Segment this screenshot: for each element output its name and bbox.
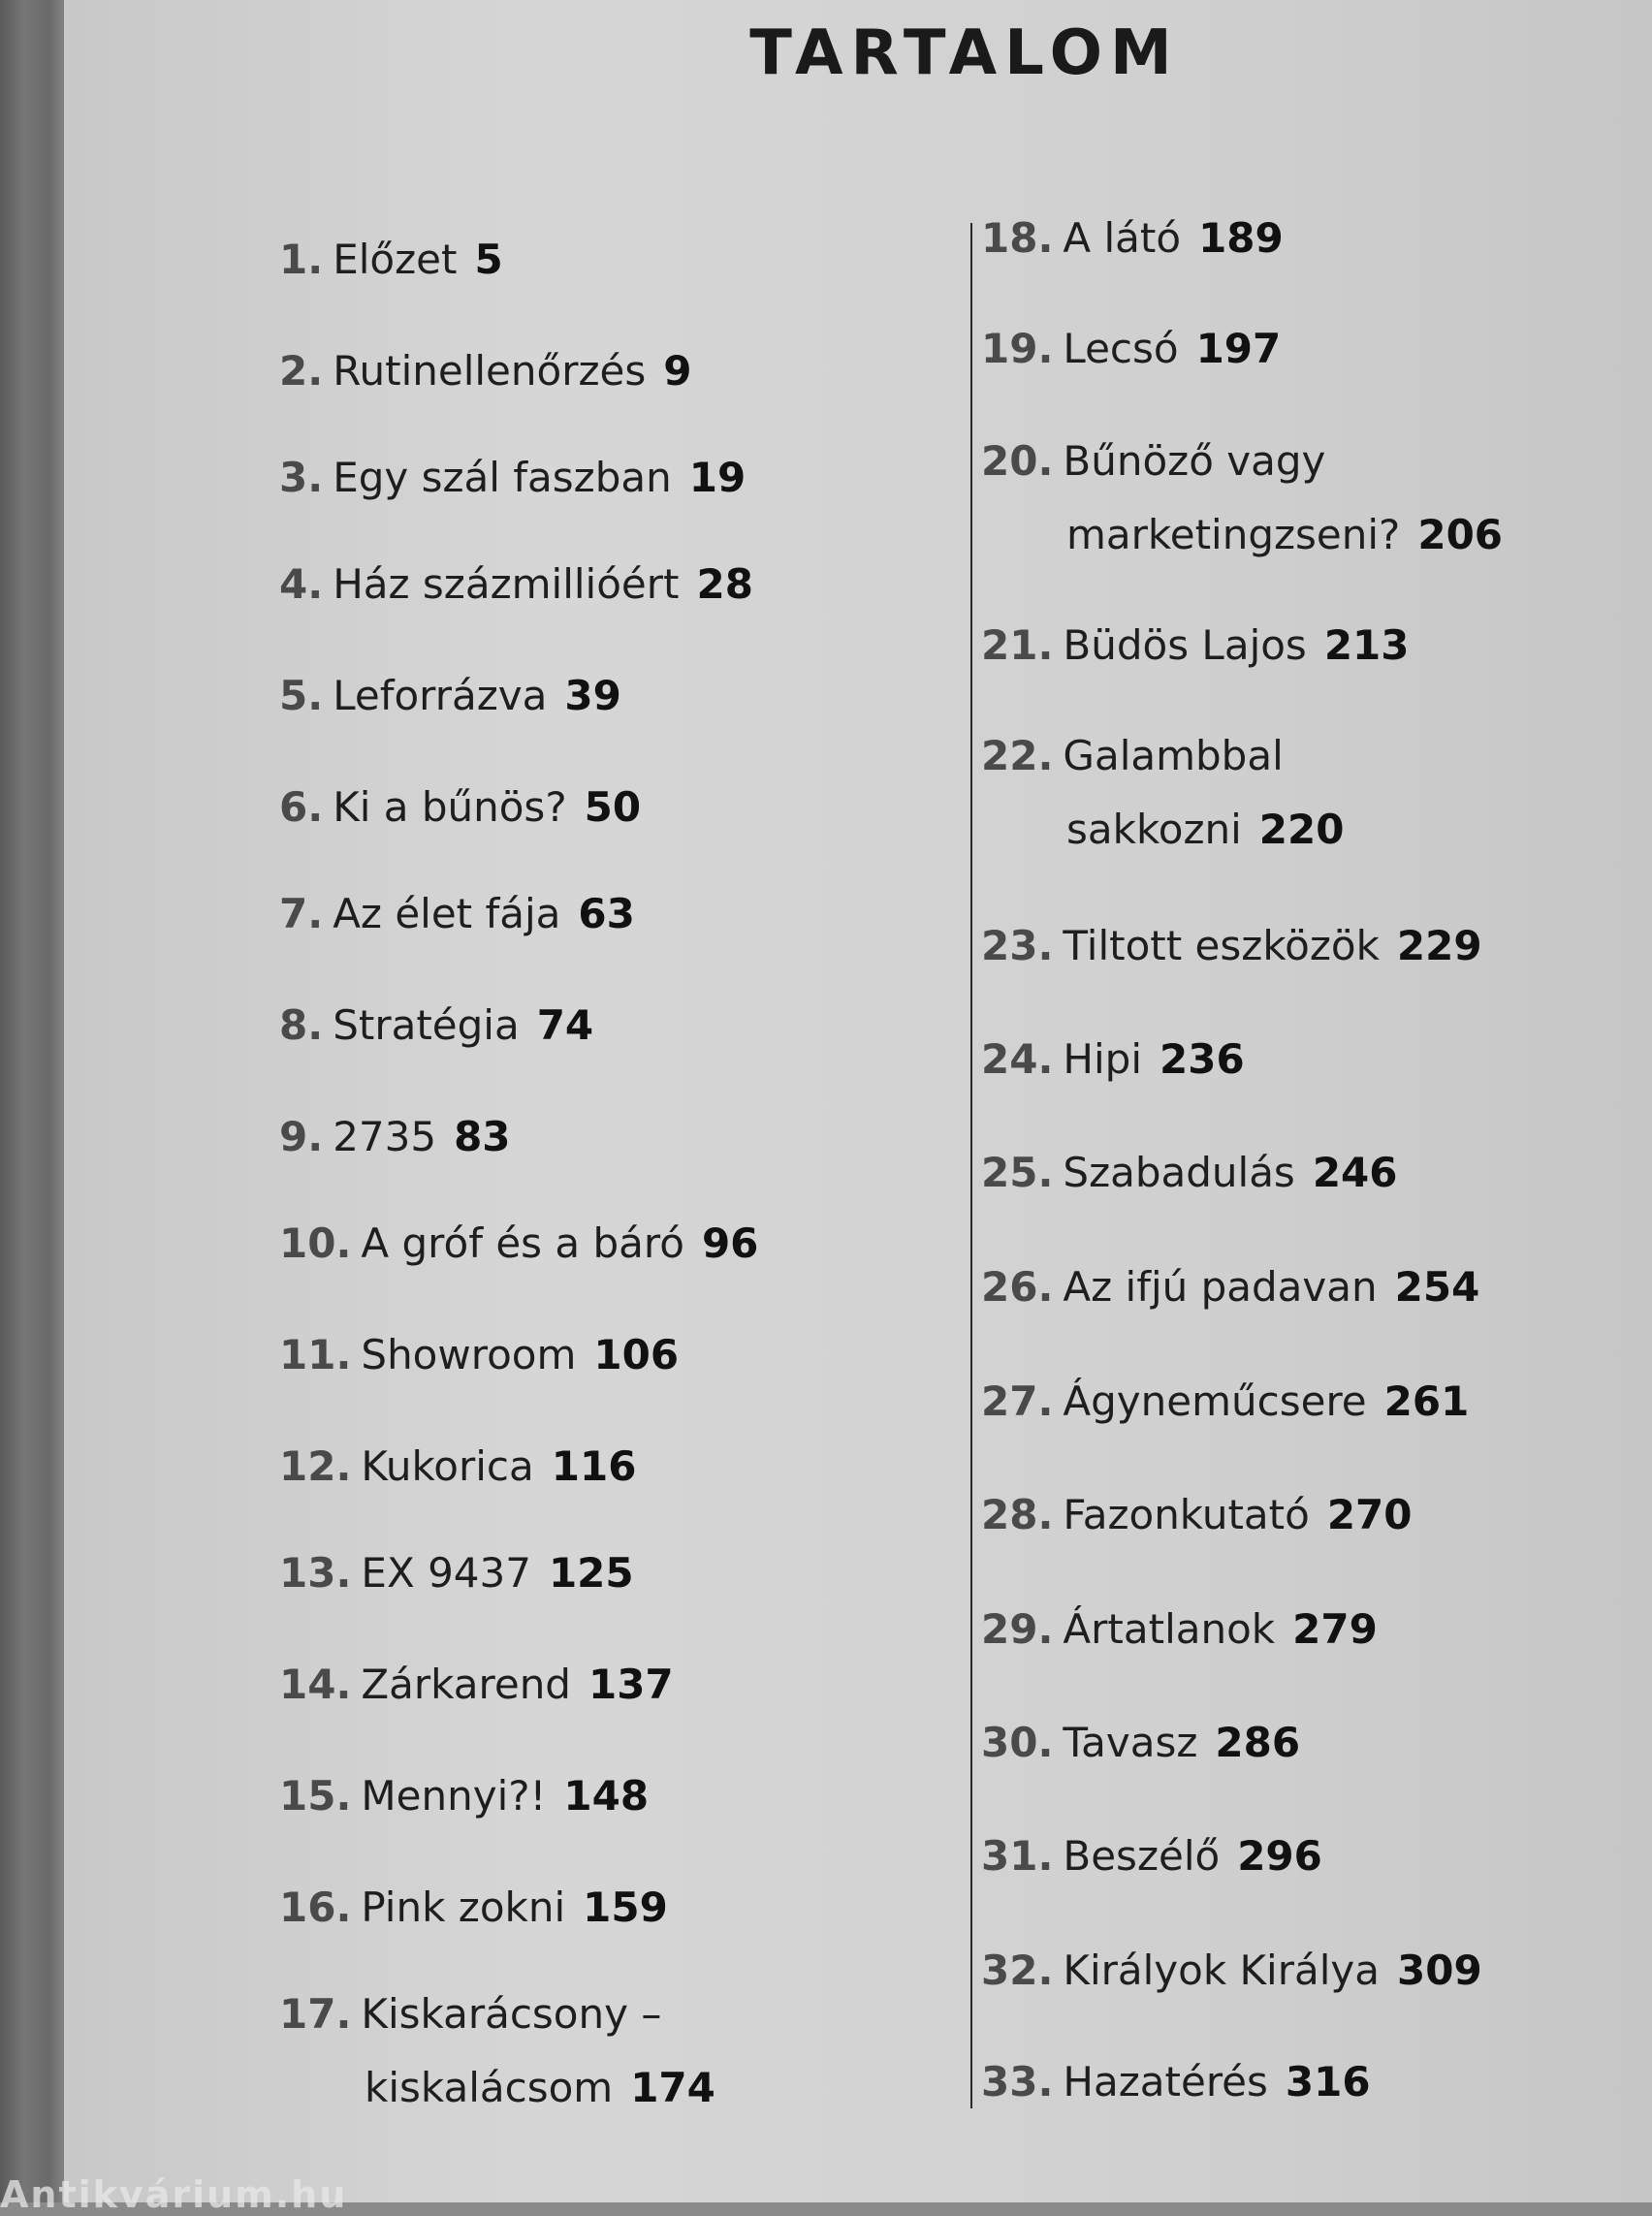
- chapter-page-number: 189: [1198, 214, 1284, 262]
- chapter-page-number: 254: [1394, 1263, 1480, 1311]
- chapter-title: Ágyneműcsere: [1063, 1377, 1367, 1425]
- chapter-title: Tavasz: [1063, 1719, 1198, 1766]
- chapter-number: 33.: [981, 2058, 1054, 2105]
- chapter-number: 31.: [981, 1832, 1054, 1880]
- chapter-title: 2735: [333, 1113, 437, 1160]
- chapter-number: 8.: [279, 1001, 324, 1049]
- toc-entry: [279, 1978, 715, 2125]
- toc-entry: [981, 1023, 1245, 1096]
- chapter-page-number: 261: [1383, 1377, 1470, 1425]
- toc-entry: [981, 425, 1503, 572]
- chapter-title: Pink zokni: [361, 1884, 566, 1931]
- chapter-page-number: 39: [564, 672, 621, 719]
- toc-entry: [279, 877, 635, 951]
- chapter-page-number: 236: [1160, 1035, 1245, 1083]
- page: [64, 0, 1652, 2202]
- chapter-number: 29.: [981, 1605, 1054, 1653]
- chapter-title: Hipi: [1063, 1035, 1142, 1083]
- chapter-title: Showroom: [361, 1331, 577, 1378]
- chapter-page-number: 213: [1323, 621, 1410, 669]
- chapter-number: 5.: [279, 672, 324, 719]
- chapter-page-number: 174: [630, 2064, 715, 2111]
- chapter-page-number: 19: [688, 454, 747, 501]
- chapter-page-number: 246: [1312, 1149, 1398, 1196]
- book-spine: [0, 0, 70, 2202]
- chapter-page-number: 220: [1258, 806, 1345, 853]
- chapter-title: Galambbal: [1063, 732, 1284, 779]
- chapter-title: Beszélő: [1063, 1832, 1221, 1880]
- chapter-number: 19.: [981, 325, 1054, 372]
- chapter-number: 9.: [279, 1113, 324, 1160]
- chapter-title: Ki a bűnös?: [333, 783, 567, 831]
- chapter-title: Stratégia: [333, 1001, 520, 1049]
- chapter-number: 30.: [981, 1719, 1054, 1766]
- chapter-number: 25.: [981, 1149, 1054, 1196]
- toc-entry: [279, 1536, 634, 1610]
- chapter-number: 11.: [279, 1331, 352, 1378]
- toc-entry: [279, 989, 593, 1062]
- chapter-page-number: 279: [1292, 1605, 1378, 1653]
- chapter-title: Előzet: [333, 236, 458, 283]
- toc-entry: [981, 1934, 1482, 2008]
- chapter-number: 20.: [981, 437, 1054, 485]
- toc-entry: [279, 334, 691, 408]
- toc-entry: [981, 1820, 1322, 1893]
- chapter-title: Bűnöző vagy: [1063, 437, 1326, 485]
- chapter-page-number: 286: [1215, 1719, 1301, 1766]
- chapter-number: 3.: [279, 454, 324, 501]
- chapter-page-number: 74: [536, 1001, 594, 1049]
- chapter-page-number: 9: [663, 347, 692, 395]
- chapter-title: A látó: [1063, 214, 1182, 262]
- chapter-number: 22.: [981, 732, 1054, 779]
- chapter-title: Kiskarácsony –: [361, 1990, 662, 2038]
- chapter-number: 12.: [279, 1442, 352, 1490]
- chapter-number: 6.: [279, 783, 324, 831]
- chapter-title: Zárkarend: [361, 1661, 571, 1708]
- toc-entry: [981, 1593, 1378, 1666]
- toc-entry: [981, 719, 1344, 867]
- chapter-page-number: 316: [1285, 2058, 1371, 2105]
- chapter-title-continued: kiskalácsom: [365, 2064, 614, 2111]
- chapter-title: Rutinellenőrzés: [333, 347, 647, 395]
- chapter-number: 27.: [981, 1377, 1054, 1425]
- toc-entry: [981, 909, 1482, 983]
- chapter-title: EX 9437: [361, 1549, 531, 1597]
- chapter-number: 26.: [981, 1263, 1054, 1311]
- chapter-number: 1.: [279, 236, 324, 283]
- chapter-title: Szabadulás: [1063, 1149, 1295, 1196]
- toc-entry: [279, 223, 503, 297]
- toc-entry: [981, 1250, 1479, 1324]
- chapter-page-number: 125: [548, 1549, 634, 1597]
- chapter-number: 28.: [981, 1491, 1054, 1538]
- chapter-title: Ház százmillióért: [333, 560, 680, 608]
- toc-entry: [279, 1648, 674, 1722]
- chapter-page-number: 197: [1195, 325, 1282, 372]
- toc-entry: [279, 1100, 511, 1174]
- chapter-page-number: 63: [578, 890, 635, 937]
- toc-entry: [279, 1207, 758, 1281]
- chapter-number: 2.: [279, 347, 324, 395]
- chapter-number: 18.: [981, 214, 1054, 262]
- chapter-page-number: 106: [593, 1331, 680, 1378]
- toc-entry: [279, 1759, 649, 1833]
- chapter-page-number: 206: [1417, 511, 1504, 558]
- chapter-title: Mennyi?!: [361, 1772, 547, 1820]
- chapter-number: 4.: [279, 560, 324, 608]
- chapter-number: 13.: [279, 1549, 352, 1597]
- chapter-number: 14.: [279, 1661, 352, 1708]
- chapter-number: 10.: [279, 1219, 352, 1267]
- chapter-title: Ártatlanok: [1063, 1605, 1276, 1653]
- toc-entry: [981, 2045, 1371, 2119]
- toc-entry: [981, 1136, 1398, 1210]
- chapter-title: Fazonkutató: [1063, 1491, 1310, 1538]
- column-divider: [970, 223, 972, 2108]
- chapter-title: Az élet fája: [333, 890, 561, 937]
- chapter-number: 17.: [279, 1990, 352, 2038]
- toc-entry: [279, 1430, 636, 1504]
- toc-entry: [981, 1478, 1413, 1552]
- chapter-title: Egy szál faszban: [333, 454, 672, 501]
- watermark: Antikvárium.hu: [0, 2173, 348, 2216]
- chapter-number: 16.: [279, 1884, 352, 1931]
- chapter-title: Az ifjú padavan: [1063, 1263, 1378, 1311]
- chapter-number: 24.: [981, 1035, 1054, 1083]
- chapter-number: 15.: [279, 1772, 352, 1820]
- chapter-title: Büdös Lajos: [1063, 621, 1307, 669]
- chapter-number: 7.: [279, 890, 324, 937]
- chapter-number: 23.: [981, 922, 1054, 969]
- chapter-page-number: 116: [551, 1442, 637, 1490]
- chapter-page-number: 96: [701, 1219, 759, 1267]
- chapter-page-number: 309: [1397, 1947, 1482, 1994]
- chapter-page-number: 137: [588, 1661, 674, 1708]
- chapter-title: Tiltott eszközök: [1063, 922, 1380, 969]
- toc-entry: [279, 771, 641, 844]
- chapter-title: Kukorica: [361, 1442, 534, 1490]
- chapter-page-number: 229: [1396, 922, 1482, 969]
- toc-entry: [279, 1871, 668, 1945]
- chapter-page-number: 159: [583, 1884, 668, 1931]
- toc-entry: [981, 202, 1284, 275]
- toc-entry: [279, 548, 753, 621]
- chapter-page-number: 83: [454, 1113, 511, 1160]
- chapter-page-number: 296: [1237, 1832, 1322, 1880]
- toc-entry: [981, 1706, 1300, 1780]
- chapter-page-number: 50: [584, 783, 642, 831]
- chapter-title: Királyok Királya: [1063, 1947, 1380, 1994]
- toc-entry: [279, 1318, 679, 1392]
- chapter-number: 32.: [981, 1947, 1054, 1994]
- chapter-page-number: 270: [1326, 1491, 1413, 1538]
- toc-entry: [981, 609, 1409, 682]
- chapter-page-number: 28: [696, 560, 753, 608]
- toc-entry: [279, 659, 621, 733]
- chapter-title: Hazatérés: [1063, 2058, 1268, 2105]
- chapter-title: Leforrázva: [333, 672, 548, 719]
- page-title: TARTALOM: [749, 17, 1180, 89]
- chapter-number: 21.: [981, 621, 1054, 669]
- chapter-title: A gróf és a báró: [361, 1219, 684, 1267]
- chapter-title-continued: sakkozni: [1066, 806, 1242, 853]
- chapter-title-continued: marketingzseni?: [1066, 511, 1401, 558]
- chapter-page-number: 148: [563, 1772, 650, 1820]
- chapter-page-number: 5: [474, 236, 503, 283]
- toc-entry: [981, 1365, 1469, 1439]
- toc-entry: [279, 441, 746, 515]
- toc-entry: [981, 312, 1281, 386]
- chapter-title: Lecsó: [1063, 325, 1179, 372]
